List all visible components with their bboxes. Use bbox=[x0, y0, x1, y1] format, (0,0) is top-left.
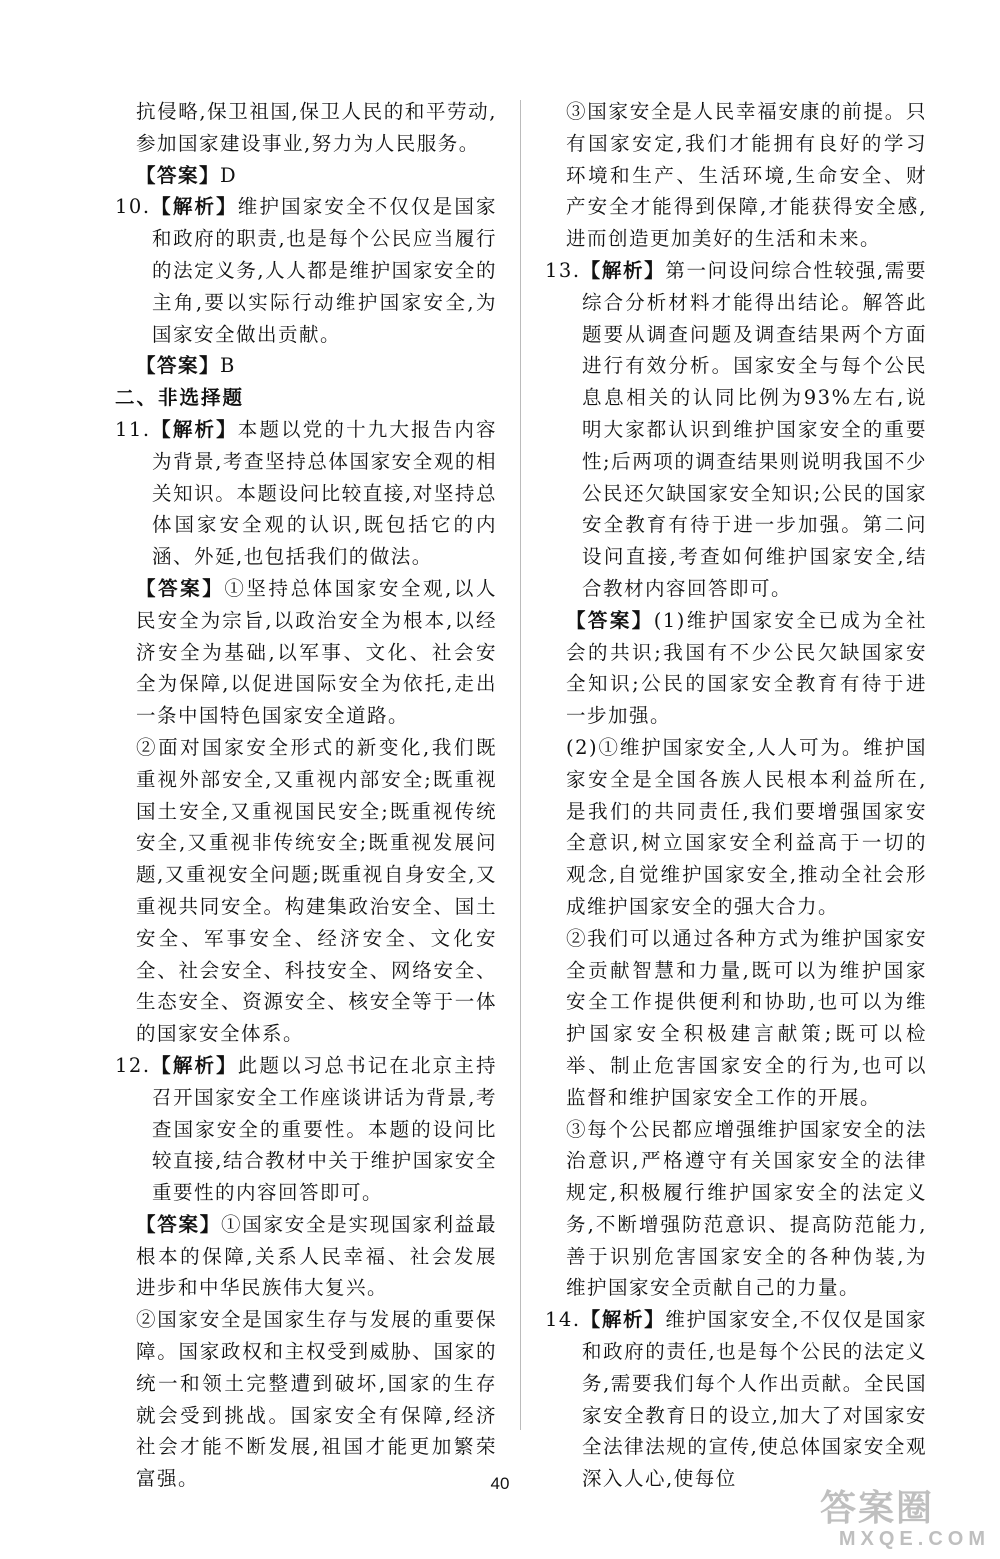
watermark-logo-text: 答案圈 bbox=[820, 1487, 935, 1528]
question-item bbox=[115, 414, 497, 573]
section-heading bbox=[115, 382, 497, 414]
left-column bbox=[115, 96, 497, 1495]
answer-tag: 【答案】 bbox=[136, 1212, 221, 1236]
paragraph-text: ②国家安全是国家生存与发展的重要保障。国家政权和主权受到威胁、国家的统一和领土完整遭到破坏,国家的生存就会受到挑战。国家安全有保障,经济社会才能不断发展,祖国才能更加繁荣富强。 bbox=[136, 1308, 497, 1491]
paragraph-text: 抗侵略,保卫祖国,保卫人民的和平劳动,参加国家建设事业,努力为人民服务。 bbox=[136, 100, 497, 155]
paragraph-text: 维护国家安全,不仅仅是国家和政府的责任,也是每个公民的法定义务,需要我们每个人作出贡献。全民国家安全教育日的设立,加大了对国家安全法律法规的宣传,使总体国家安全观深入人心,使每位 bbox=[582, 1308, 927, 1491]
answer-tag: 【答案】 bbox=[136, 163, 221, 187]
paragraph-text: (2)①维护国家安全,人人可为。维护国家安全是全国各族人民根本利益所在,是我们的共同责任,我们要增强国家安全意识,树立国家安全利益高于一切的观念,自觉维护国家安全,推动全社会形成维护国家安全的强大合力。 bbox=[566, 735, 927, 918]
answer-tag: 【解析】 bbox=[580, 1308, 666, 1332]
paragraph-text: ③每个公民都应增强维护国家安全的法治意识,严格遵守有关国家安全的法律规定,积极履行维护国家安全的法定义务,不断增强防范意识、提高防范能力,善于识别危害国家安全的各种伪装,为维护国家安全贡献自己的力量。 bbox=[566, 1117, 927, 1300]
paragraph-text: 此题以习总书记在北京主持召开国家安全工作座谈讲话为背景,考查国家安全的重要性。本题的设问比较直接,结合教材中关于维护国家安全重要性的内容回答即可。 bbox=[152, 1053, 497, 1205]
answer-tag: 【解析】 bbox=[580, 258, 666, 282]
paragraph bbox=[545, 1114, 927, 1305]
question-item bbox=[115, 191, 497, 350]
answer-tag: 【答案】 bbox=[136, 354, 221, 378]
column-divider bbox=[520, 100, 521, 1430]
right-column bbox=[545, 96, 927, 1495]
answer-tag: 【答案】 bbox=[566, 608, 654, 632]
question-number: 11. bbox=[115, 417, 151, 441]
paragraph bbox=[115, 1209, 497, 1304]
paragraph-text: D bbox=[220, 163, 238, 187]
paragraph bbox=[545, 923, 927, 1114]
paragraph bbox=[115, 1304, 497, 1495]
answer-tag: 【解析】 bbox=[150, 417, 238, 441]
paragraph-text: 本题以党的十九大报告内容为背景,考查坚持总体国家安全观的相关知识。本题设问比较直接,对坚持总体国家安全观的认识,既包括它的内涵、外延,也包括我们的做法。 bbox=[152, 417, 497, 569]
paragraph-text: B bbox=[220, 354, 236, 378]
paragraph-text: 二、非选择题 bbox=[115, 386, 245, 410]
paragraph bbox=[545, 732, 927, 923]
paragraph bbox=[115, 350, 497, 382]
answer-tag: 【解析】 bbox=[150, 195, 238, 219]
watermark-site-text: MXQE.COM bbox=[838, 1528, 990, 1550]
paragraph bbox=[545, 96, 927, 255]
answer-tag: 【解析】 bbox=[150, 1053, 238, 1077]
paragraph-text: 第一问设问综合性较强,需要综合分析材料才能得出结论。解答此题要从调查问题及调查结果两个方面进行有效分析。国家安全与每个公民息息相关的认同比例为93%左右,说明大家都认识到维护国家安全的重要性;后两项的调查结果则说明我国不少公民还欠缺国家安全知识;公民的国家安全教育有待于进一步加强。第二问设问直接,考查如何维护国家安全,结合教材内容回答即可。 bbox=[582, 258, 927, 600]
question-number: 14. bbox=[545, 1308, 581, 1332]
question-item bbox=[545, 1304, 927, 1495]
page-number: 40 bbox=[490, 1474, 510, 1493]
paragraph-text: ①坚持总体国家安全观,以人民安全为宗旨,以政治安全为根本,以经济安全为基础,以军事、文化、社会安全为保障,以促进国际安全为依托,走出一条中国特色国家安全道路。 bbox=[136, 576, 497, 728]
paragraph bbox=[115, 573, 497, 732]
paragraph-text: ②面对国家安全形式的新变化,我们既重视外部安全,又重视内部安全;既重视国土安全,又重视国民安全;既重视传统安全,又重视非传统安全;既重视发展问题,又重视安全问题;既重视自身安全,又重视共同安全。构建集政治安全、国土安全、军事安全、经济安全、文化安全、社会安全、科技安全、网络安全、生态安全、资源安全、核安全等于一体的国家安全体系。 bbox=[136, 735, 497, 1046]
paragraph-text: ②我们可以通过各种方式为维护国家安全贡献智慧和力量,既可以为维护国家安全工作提供便利和协助,也可以为维护国家安全积极建言献策;既可以检举、制止危害国家安全的行为,也可以监督和维护国家安全工作的开展。 bbox=[566, 926, 927, 1109]
paragraph-text: ①国家安全是实现国家利益最根本的保障,关系人民幸福、社会发展进步和中华民族伟大复兴。 bbox=[136, 1212, 497, 1300]
question-number: 13. bbox=[545, 258, 581, 282]
paragraph bbox=[115, 732, 497, 1050]
paragraph-text: ③国家安全是人民幸福安康的前提。只有国家安定,我们才能拥有良好的学习环境和生产、生活环境,生命安全、财产安全才能得到保障,才能获得安全感,进而创造更加美好的生活和未来。 bbox=[566, 100, 927, 251]
paragraph bbox=[545, 605, 927, 732]
question-number: 10. bbox=[115, 195, 151, 219]
question-item bbox=[545, 255, 927, 605]
paragraph bbox=[115, 96, 497, 160]
question-item bbox=[115, 1050, 497, 1209]
question-number: 12. bbox=[115, 1053, 151, 1077]
paragraph-text: 维护国家安全不仅仅是国家和政府的职责,也是每个公民应当履行的法定义务,人人都是维护国家安全的主角,要以实际行动维护国家安全,为国家安全做出贡献。 bbox=[152, 195, 497, 346]
paragraph-text: (1)维护国家安全已成为全社会的共识;我国有不少公民欠缺国家安全知识;公民的国家安全教育有待于进一步加强。 bbox=[566, 608, 927, 728]
watermark-logo bbox=[820, 1488, 990, 1554]
answer-tag: 【答案】 bbox=[136, 576, 225, 600]
paragraph bbox=[115, 160, 497, 192]
